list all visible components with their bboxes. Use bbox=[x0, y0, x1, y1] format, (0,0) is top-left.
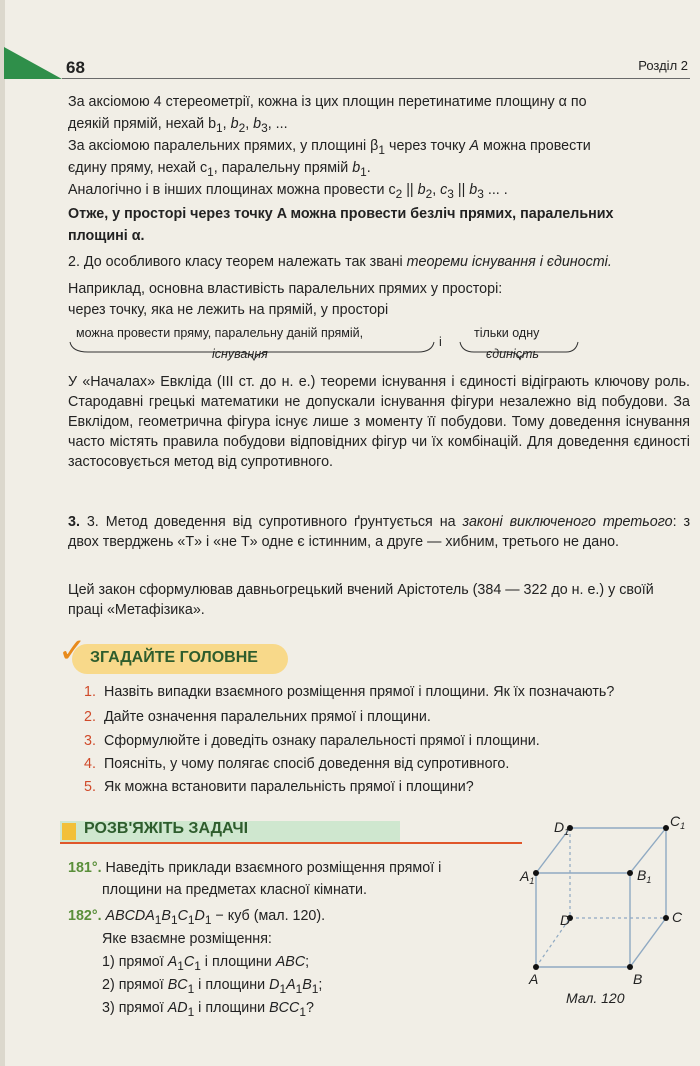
page-edge bbox=[0, 0, 5, 1066]
axiom-par-line2: єдину пряму, нехай $c_1$, паралельну прямій $b_1$. bbox=[68, 160, 371, 179]
p2-line1: 2. До особливого класу теорем належать так звані теореми існування і єдиності. bbox=[68, 254, 612, 270]
aristotle-paragraph: Цей закон сформулював давньогрецький вчений Арістотель (384 — 322 до н. е.) у своїй праці «Метафізика». bbox=[68, 582, 654, 618]
task-181-line2: площини на предметах класної кімнати. bbox=[102, 882, 368, 898]
p2-line2: Наприклад, основна властивість паралельних прямих у просторі: bbox=[68, 281, 503, 297]
conclusion-line1: Отже, у просторі через точку A можна провести безліч прямих, паралельних bbox=[68, 206, 614, 222]
pencil-icon bbox=[62, 823, 76, 840]
conclusion-line2: площині α. bbox=[68, 228, 145, 244]
svg-text:A: A bbox=[529, 971, 539, 987]
task-182-item-1: 1) прямої $A_1C_1$ і площини ABC; bbox=[102, 954, 310, 973]
header-triangle bbox=[4, 47, 62, 79]
page-number: 68 bbox=[66, 58, 85, 77]
recall-question-5: 5. Як можна встановити паралельність прямої і площини? bbox=[84, 779, 474, 795]
header-rule bbox=[62, 78, 690, 79]
scheme-uniqueness-label: єдиність bbox=[486, 347, 539, 361]
tasks-underline bbox=[60, 842, 522, 844]
svg-text:B: B bbox=[633, 971, 643, 987]
svg-text:A1: $A_1$ bbox=[520, 868, 535, 886]
axiom4-line1: За аксіомою 4 стереометрії, кожна із цих площин перетинатиме площину α по bbox=[68, 94, 587, 110]
recall-question-1: 1. Назвіть випадки взаємного розміщення прямої і площини. Як їх позначають? bbox=[84, 684, 615, 700]
axiom-par-line1: За аксіомою паралельних прямих, у площині $\beta_1$ через точку A можна провести bbox=[68, 138, 591, 157]
figure-caption: Мал. 120 bbox=[566, 990, 625, 1006]
scheme-uniqueness-text: тільки одну bbox=[474, 326, 540, 340]
cube-figure bbox=[516, 812, 694, 992]
task-182-item-2: 2) прямої $BC_1$ і площини $D_1A_1B_1$; bbox=[102, 977, 323, 996]
euclid-paragraph: У «Началах» Евкліда (ІІІ ст. до н. е.) теореми існування і єдиності відіграють ключову роль. Стародавні грецькі математики не допускали існування фігури незалежно від побудови. За Евклідом, геометрична фігура існує лише з моменту її побудови. Тому доведення існування часто містять правила побудови відповідних фігур чи їх комбінацій. Для доведення єдиності застосовується метод від супротивного. bbox=[68, 374, 690, 470]
p2-line3: через точку, яка не лежить на прямій, у просторі bbox=[68, 302, 389, 318]
svg-text:D: D bbox=[560, 912, 571, 928]
scheme-and: і bbox=[439, 335, 442, 349]
scheme-existence-text: можна провести пряму, паралельну даній прямій, bbox=[76, 326, 364, 340]
svg-text:C1: $C_1$ bbox=[670, 813, 686, 831]
recall-question-4: 4. Поясніть, у чому полягає спосіб доведення від супротивного. bbox=[84, 756, 510, 772]
tasks-title: РОЗВ'ЯЖІТЬ ЗАДАЧІ bbox=[84, 820, 249, 837]
axiom4-line2: деякій прямій, нехай $b_1$, $b_2$, $b_3$, ... bbox=[68, 116, 288, 135]
task-182-item-3: 3) прямої $AD_1$ і площини $BCC_1$? bbox=[102, 1000, 314, 1019]
p3-paragraph: 3. 3. Метод доведення від супротивного ґрунтується на законі виключеного третього: з двох тверджень «T» і «не T» одне є істинним, а друге — хибним, третього не дано. bbox=[68, 514, 691, 550]
task-182-line1: 182°. $ABCDA_1B_1C_1D_1$ − куб (мал. 120). bbox=[68, 908, 326, 927]
checkmark-icon: ✓ bbox=[58, 632, 87, 670]
recall-question-2: 2. Дайте означення паралельних прямої і площини. bbox=[84, 709, 431, 725]
recall-question-3: 3. Сформулюйте і доведіть ознаку паралельності прямої і площини. bbox=[84, 733, 540, 749]
scheme-existence-label: існування bbox=[212, 347, 268, 361]
svg-text:B1: $B_1$ bbox=[637, 867, 652, 885]
svg-text:C: C bbox=[672, 909, 683, 925]
recall-title: ЗГАДАЙТЕ ГОЛОВНЕ bbox=[90, 649, 258, 666]
task-182-question: Яке взаємне розміщення: bbox=[102, 931, 272, 947]
analog-line: Аналогічно і в інших площинах можна провести $c_2$ || $b_2$, $c_3$ || $b_3$ ... . bbox=[68, 182, 508, 201]
svg-text:D1: $D_1$ bbox=[554, 819, 570, 837]
chapter-label: Розділ 2 bbox=[638, 58, 688, 73]
task-181-line1: 181°. Наведіть приклади взаємного розміщення прямої і bbox=[68, 860, 442, 876]
